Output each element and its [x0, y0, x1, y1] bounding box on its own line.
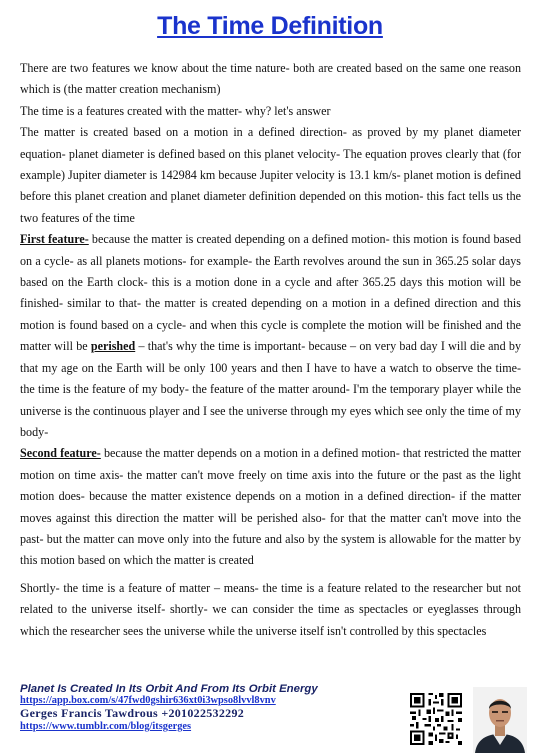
- book-title: Planet Is Created In Its Orbit And From Its Orbit Energy: [20, 683, 318, 695]
- second-feature-label: Second feature-: [20, 446, 101, 461]
- page-title: The Time Definition: [157, 12, 383, 40]
- paragraph-intro: There are two features we know about the time nature- both are created based on the same one reason which is (the matter creation mechanism): [20, 61, 521, 97]
- box-link[interactable]: https://app.box.com/s/47fwd0gshir636xt0i3wpso8lvvl8vnv: [20, 695, 276, 706]
- second-feature-text: because the matter depends on a motion in a defined motion- that restricted the matter motion on time axis- the matter can't move freely on time axis into the future or the past as the light motion does- because the matter existence depends on a motion in a defined direction- if the matter moves against this direction the matter will be perished also- for that the matter can't move into the past- but the matter can move only into the future and also by the system is allowable for the matter by this motion based on which the matter is created: [20, 446, 521, 568]
- paragraph-question: The time is a features created with the matter- why? let's answer: [20, 103, 331, 118]
- paragraph-first-feature: [20, 229, 521, 443]
- author-photo: [473, 687, 527, 753]
- first-feature-label: First feature-: [20, 232, 89, 247]
- tumblr-link[interactable]: https://www.tumblr.com/blog/itsgerges: [20, 721, 192, 732]
- perished-word: perished: [90, 339, 136, 354]
- qr-code-icon: [410, 693, 462, 745]
- paragraph-conclusion: Shortly- the time is a feature of matter – means- the time is a feature related to the researcher but not related to the universe itself- shortly- we can consider the time as spectacles or eyeglasses through which the researcher sees the universe while the universe itself isn't controlled by this spectacles: [20, 580, 521, 638]
- document-body: [20, 58, 521, 642]
- paragraph-second-feature: [20, 443, 521, 571]
- paragraph-matter-creation: The matter is created based on a motion in a defined direction- as proved by my planet diameter equation- planet diameter is defined based on this planet velocity- The equation proves clearly that (for example) Jupiter diameter is 142984 km because Jupiter velocity is 13.1 km/s- planet motion is defined before this planet creation and planet diameter definition depended on this motion- this fact tells us the two features of the time: [20, 125, 521, 225]
- first-feature-text-b: – that's why the time is important- because – on very bad day I will die and by that my age on the Earth will be only 100 years and then I have to have a watch to observe the time- the time is the feature of my body- the feature of the matter around- I'm the temporary player while the universe is the continuous player and I see the universe through my eyes which see only the time of my body-: [20, 339, 521, 439]
- first-feature-text-a: because the matter is created depending on a defined motion- this motion is found based on a cycle- as all planets motions- for example- the Earth revolves around the sun in 365.25 solar days based on the Earth clock- this is a motion done in a cycle and after 365.25 days this motion will be finished- similar to that- the matter is created depending on a motion in a defined direction and this motion is found based on a cycle- and when this cycle is complete the motion will be finished and the matter will be: [20, 232, 521, 354]
- author-phone: Gerges Francis Tawdrous +201022532292: [20, 706, 245, 720]
- footer: [20, 683, 400, 732]
